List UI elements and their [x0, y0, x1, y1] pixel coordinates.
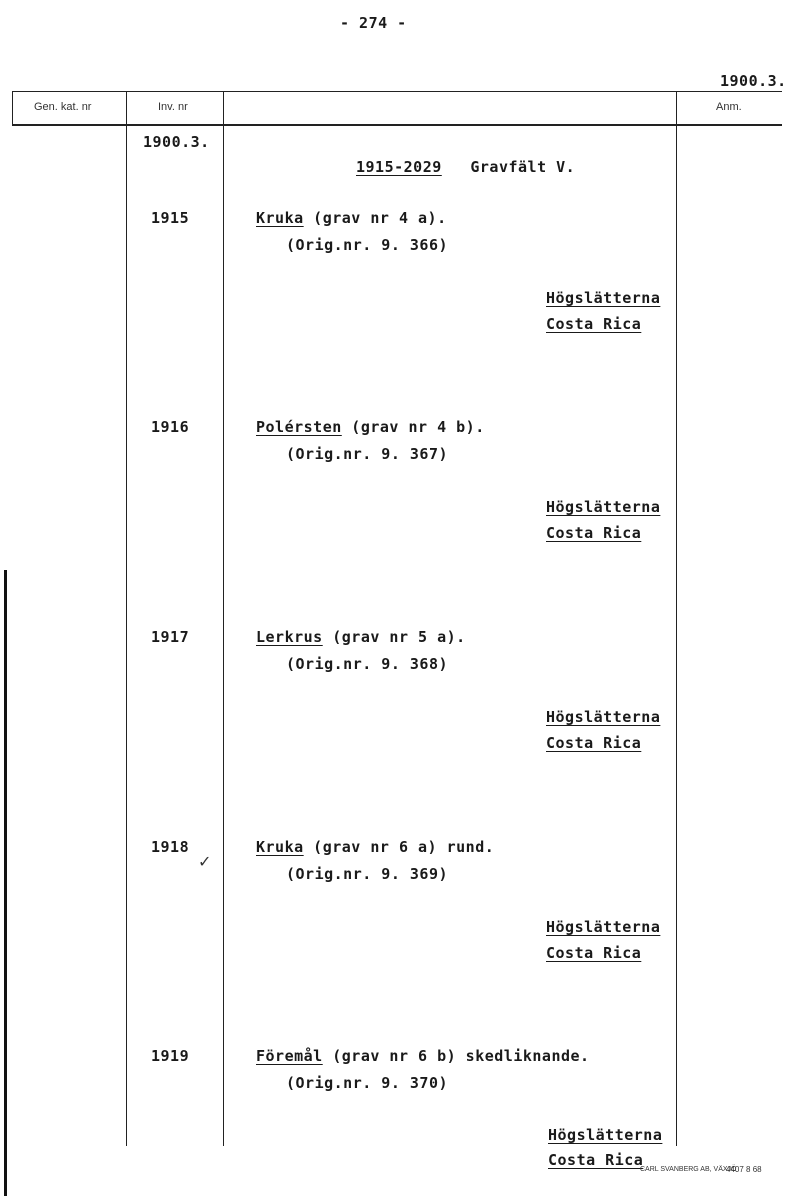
object-name: Polérsten — [256, 418, 342, 436]
inventory-number: 1918 — [151, 838, 190, 856]
locality: Högslätterna — [546, 498, 661, 516]
form-header-rule — [12, 124, 782, 126]
column-header-inv-nr: Inv. nr — [158, 101, 188, 113]
section-title-range: 1915-2029 — [356, 158, 442, 176]
original-number: (Orig.nr. 9. 370) — [286, 1074, 449, 1092]
column-header-gen-kat-nr: Gen. kat. nr — [34, 101, 92, 113]
object-name: Föremål — [256, 1047, 323, 1065]
section-title-name: Gravfält V. — [470, 158, 576, 176]
inventory-number: 1917 — [151, 628, 190, 646]
original-number: (Orig.nr. 9. 367) — [286, 445, 449, 463]
original-number: (Orig.nr. 9. 369) — [286, 865, 449, 883]
form-code: 4407 8 68 — [726, 1165, 762, 1174]
country: Costa Rica — [548, 1151, 644, 1169]
scan-edge-shadow — [4, 570, 7, 1196]
column-divider-3 — [676, 91, 677, 1146]
entry-description — [256, 209, 447, 227]
printer-mark: CARL SVANBERG AB, VÄXJÖ — [640, 1166, 737, 1173]
inventory-number: 1919 — [151, 1047, 190, 1065]
section-title — [356, 158, 575, 176]
column-divider-2 — [223, 91, 224, 1146]
object-details: (grav nr 6 b) skedliknande. — [322, 1047, 590, 1065]
locality: Högslätterna — [546, 708, 661, 726]
object-name: Kruka — [256, 209, 304, 227]
entry-description — [256, 1047, 590, 1065]
object-details: (grav nr 4 b). — [341, 418, 485, 436]
entry-description — [256, 418, 485, 436]
inventory-number: 1916 — [151, 418, 190, 436]
locality: Högslätterna — [546, 289, 661, 307]
locality: Högslätterna — [548, 1126, 663, 1144]
form-top-rule — [12, 91, 782, 92]
object-name: Kruka — [256, 838, 304, 856]
country: Costa Rica — [546, 734, 642, 752]
entry-description — [256, 838, 494, 856]
check-mark: ✓ — [198, 852, 212, 871]
country: Costa Rica — [546, 315, 642, 333]
collection-reference: 1900.3. — [143, 133, 210, 151]
country: Costa Rica — [546, 524, 642, 542]
form-left-edge — [12, 91, 13, 125]
object-details: (grav nr 5 a). — [322, 628, 466, 646]
locality: Högslätterna — [546, 918, 661, 936]
column-divider-1 — [126, 91, 127, 1146]
column-header-anm: Anm. — [716, 101, 742, 113]
inventory-number: 1915 — [151, 209, 190, 227]
original-number: (Orig.nr. 9. 366) — [286, 236, 449, 254]
entry-description — [256, 628, 466, 646]
country: Costa Rica — [546, 944, 642, 962]
corner-reference: 1900.3. — [720, 72, 787, 90]
original-number: (Orig.nr. 9. 368) — [286, 655, 449, 673]
page-number: - 274 - — [340, 14, 407, 32]
object-details: (grav nr 6 a) rund. — [303, 838, 495, 856]
object-name: Lerkrus — [256, 628, 323, 646]
object-details: (grav nr 4 a). — [303, 209, 447, 227]
